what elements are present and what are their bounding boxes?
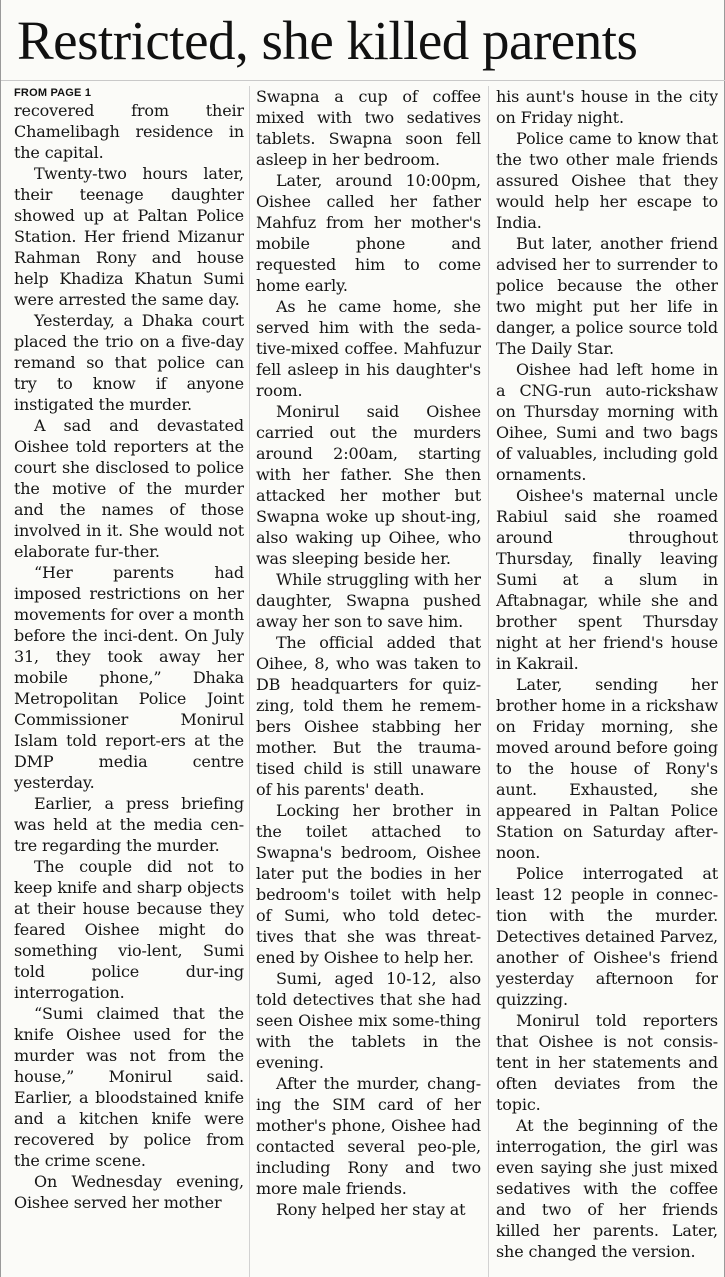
paragraph: A sad and devastated Oishee told reporters at the court she disclosed to police the motive of the murder and the names of those involved in it. She would not elaborate fur-ther. xyxy=(14,416,244,561)
paragraph: Oishee had left home in a CNG-run auto-rickshaw on Thursday morning with Oihee, Sumi and two bags of valuables, including gold ornaments. xyxy=(496,360,718,484)
paragraph: While struggling with her daughter, Swapna pushed away her son to save him. xyxy=(256,570,481,631)
paragraph: Oishee's maternal uncle Rabiul said she roamed around throughout Thursday, finally leaving Sumi at a slum in Aftabnagar, while she and brother spent Thursday night at her friend's house in Kakrail. xyxy=(496,486,718,673)
paragraph: Sumi, aged 10-12, also told detectives that she had seen Oishee mix some-thing with the tablets in the evening. xyxy=(256,969,481,1072)
paragraph: On Wednesday evening, Oishee served her mother xyxy=(14,1172,244,1212)
paragraph: Yesterday, a Dhaka court placed the trio on a five-day remand so that police can try to know if anyone instigated the murder. xyxy=(14,311,244,414)
paragraph: Locking her brother in the toilet attached to Swapna's bedroom, Oishee later put the bodies in her bedroom's toilet with help of Sumi, who told detec-tives that she was threat-ened by Oishee to help her. xyxy=(256,801,481,967)
paragraph: Police came to know that the two other male friends assured Oishee that they would help her escape to India. xyxy=(496,129,718,232)
paragraph: As he came home, she served him with the seda-tive-mixed coffee. Mahfuzur fell asleep in his daughter's room. xyxy=(256,297,481,400)
paragraph: “Sumi claimed that the knife Oishee used for the murder was not from the house,” Monirul said. Earlier, a bloodstained knife and a kitchen knife were recovered by police from the crime scene. xyxy=(14,1004,244,1170)
paragraph: Earlier, a press briefing was held at the media cen-tre regarding the murder. xyxy=(14,794,244,855)
paragraph: Police interrogated at least 12 people in connec-tion with the murder. Detectives detained Parvez, another of Oishee's friend yesterday afternoon for quizzing. xyxy=(496,864,718,1009)
column-divider xyxy=(488,86,489,1277)
paragraph: The official added that Oihee, 8, who was taken to DB headquarters for quiz-zing, told them he remem-bers Oishee stabbing her mother. But the trauma-tised child is still unaware of his parents' death. xyxy=(256,633,481,799)
article-column-2 xyxy=(256,86,481,1277)
paragraph: The couple did not to keep knife and sharp objects at their house because they feared Oishee might do something vio-lent, Sumi told police dur-ing interrogation. xyxy=(14,857,244,1002)
paragraph: Swapna a cup of coffee mixed with two sedatives tablets. Swapna soon fell asleep in her bedroom. xyxy=(256,87,481,169)
article-column-3 xyxy=(496,86,718,1277)
paragraph: Twenty-two hours later, their teenage daughter showed up at Paltan Police Station. Her friend Mizanur Rahman Rony and house help Khadiza Khatun Sumi were arrested the same day. xyxy=(14,164,244,309)
paragraph: “Her parents had imposed restrictions on her movements for over a month before the inci-dent. On July 31, they took away her mobile phone,” Dhaka Metropolitan Police Joint Commissioner Monirul Islam told report-ers at the DMP media centre yesterday. xyxy=(14,563,244,792)
paragraph: Monirul told reporters that Oishee is not consis-tent in her statements and often deviates from the topic. xyxy=(496,1011,718,1114)
paragraph: recovered from their Chamelibagh residence in the capital. xyxy=(14,101,244,162)
headline-rule xyxy=(1,80,725,81)
paragraph: Rony helped her stay at xyxy=(276,1200,466,1219)
paragraph: Later, sending her brother home in a rickshaw on Friday morning, she moved around before going to the house of Rony's aunt. Exhausted, she appeared in Paltan Police Station on Saturday after-noon. xyxy=(496,675,718,862)
paragraph: After the murder, chang-ing the SIM card of her mother's phone, Oishee had contacted several peo-ple, including Rony and two more male friends. xyxy=(256,1074,481,1198)
article-column-1 xyxy=(14,86,244,1277)
paragraph: At the beginning of the interrogation, the girl was even saying she just mixed sedatives with the coffee and two of her friends killed her parents. Later, she changed the version. xyxy=(496,1116,718,1261)
paragraph: But later, another friend advised her to surrender to police because the other two might put her life in danger, a police source told The Daily Star. xyxy=(496,234,718,358)
paragraph: his aunt's house in the city on Friday night. xyxy=(496,87,718,127)
column-divider xyxy=(249,86,250,1277)
paragraph: Later, around 10:00pm, Oishee called her father Mahfuz from her mother's mobile phone and requested him to come home early. xyxy=(256,171,481,295)
paragraph: Monirul said Oishee carried out the murders around 2:00am, starting with her father. She then attacked her mother but Swapna woke up shout-ing, also waking up Oihee, who was sleeping beside her. xyxy=(256,402,481,568)
continuation-kicker: FROM PAGE 1 xyxy=(14,87,92,99)
headline: Restricted, she killed parents xyxy=(17,10,638,71)
